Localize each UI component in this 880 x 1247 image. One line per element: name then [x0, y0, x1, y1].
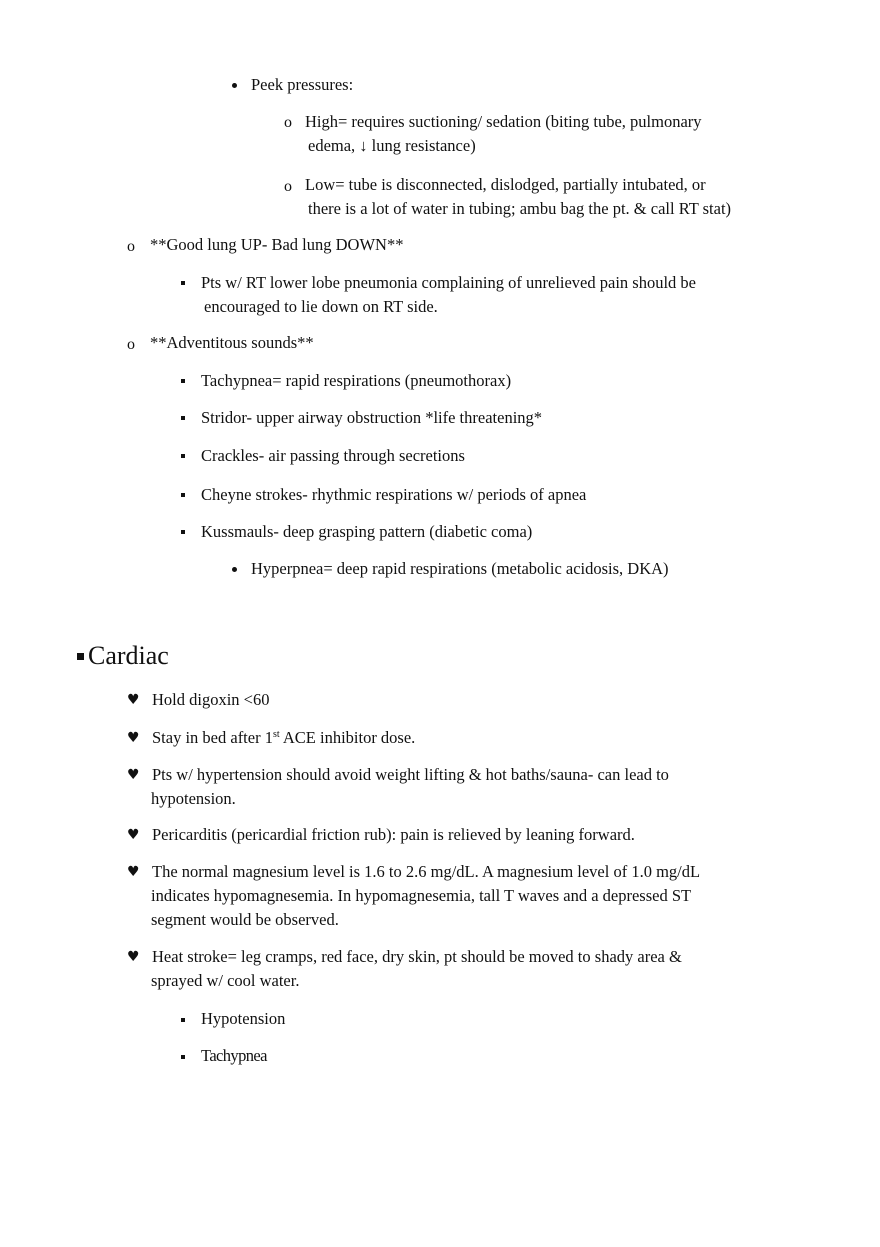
good-lung-heading: **Good lung UP- Bad lung DOWN** [150, 235, 404, 254]
heart-bullet-icon: ♥ [127, 730, 140, 746]
bullet-square [181, 454, 185, 458]
adventitious-sub-item: Hyperpnea= deep rapid respirations (metabolic acidosis, DKA) [251, 559, 669, 578]
cardiac-item-hypertension-line-2: hypotension. [151, 789, 236, 808]
heading-bullet-square [77, 653, 84, 660]
heart-bullet-icon: ♥ [127, 692, 140, 708]
adventitious-heading: **Adventitous sounds** [150, 333, 314, 352]
bullet-o: o [127, 238, 135, 255]
adventitious-item: Cheyne strokes- rhythmic respirations w/ periods of apnea [201, 485, 587, 504]
heart-bullet-icon: ♥ [127, 864, 140, 880]
bullet-square [181, 530, 185, 534]
cardiac-item-magnesium-line-1: The normal magnesium level is 1.6 to 2.6 mg/dL. A magnesium level of 1.0 mg/dL [152, 862, 701, 881]
low-pressure-line-1: Low= tube is disconnected, dislodged, partially intubated, or [305, 175, 706, 194]
heart-bullet-icon: ♥ [127, 767, 140, 783]
cardiac-item-magnesium-line-2: indicates hypomagnesemia. In hypomagnesemia, tall T waves and a depressed ST [151, 886, 692, 905]
cardiac-item-heat-stroke-line-2: sprayed w/ cool water. [151, 971, 300, 990]
bullet-square [181, 379, 185, 383]
cardiac-item-pericarditis: Pericarditis (pericardial friction rub): pain is relieved by leaning forward. [152, 825, 635, 844]
bullet-dot [232, 567, 237, 572]
high-pressure-line-1: High= requires suctioning/ sedation (biting tube, pulmonary [305, 112, 702, 131]
bullet-square [181, 1055, 185, 1059]
bullet-square [181, 493, 185, 497]
cardiac-item-hypertension-line-1: Pts w/ hypertension should avoid weight lifting & hot baths/sauna- can lead to [152, 765, 669, 784]
low-pressure-line-2: there is a lot of water in tubing; ambu bag the pt. & call RT stat) [308, 199, 732, 218]
heart-bullet-icon: ♥ [127, 827, 140, 843]
cardiac-item-magnesium-line-3: segment would be observed. [151, 910, 339, 929]
adventitious-item: Stridor- upper airway obstruction *life threatening* [201, 408, 543, 427]
heart-bullet-icon: ♥ [127, 949, 140, 965]
ace-text-end: ACE inhibitor dose. [279, 728, 416, 747]
bullet-o: o [284, 178, 292, 195]
high-pressure-line-2: edema, ↓ lung resistance) [308, 136, 476, 155]
cardiac-item-ace [152, 726, 415, 750]
good-lung-item-line-2: encouraged to lie down on RT side. [204, 297, 438, 316]
bullet-o: o [127, 336, 135, 353]
heat-stroke-sub-item: Hypotension [201, 1009, 286, 1028]
bullet-dot [232, 83, 237, 88]
bullet-square [181, 416, 185, 420]
adventitious-item: Crackles- air passing through secretions [201, 446, 465, 465]
ace-superscript: st [272, 729, 280, 740]
cardiac-item-digoxin: Hold digoxin <60 [152, 690, 270, 709]
adventitious-item: Kussmauls- deep grasping pattern (diabetic coma) [201, 522, 533, 541]
cardiac-heading: Cardiac [88, 641, 169, 670]
heat-stroke-sub-item: Tachypnea [201, 1046, 267, 1065]
good-lung-item-line-1: Pts w/ RT lower lobe pneumonia complaining of unrelieved pain should be [201, 273, 696, 292]
bullet-o: o [284, 114, 292, 131]
bullet-square [181, 1018, 185, 1022]
ace-text-start: Stay in bed after 1 [152, 728, 273, 747]
cardiac-item-heat-stroke-line-1: Heat stroke= leg cramps, red face, dry skin, pt should be moved to shady area & [152, 947, 682, 966]
peek-pressures-label: Peek pressures: [251, 75, 354, 94]
adventitious-item: Tachypnea= rapid respirations (pneumothorax) [201, 371, 512, 390]
bullet-square [181, 281, 185, 285]
